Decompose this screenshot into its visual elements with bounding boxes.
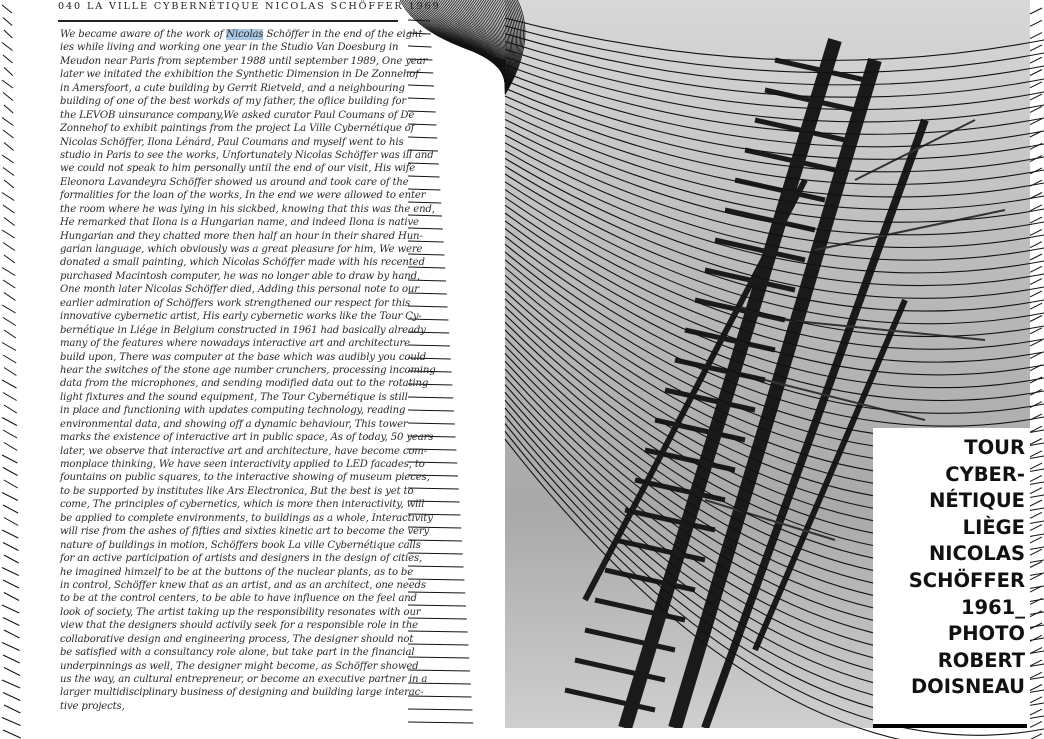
pattern-line <box>408 631 468 632</box>
article-line: be satisfied with a consultancy role alone, but take part in the financial <box>60 647 415 659</box>
pattern-line <box>4 555 19 563</box>
caption-line: LIÈGE <box>962 515 1025 539</box>
pattern-line <box>3 505 18 513</box>
article-line: us the way, an cultural entrepreneur, or become an executive partner in a <box>60 674 428 685</box>
article-line: donated a small painting, which Nicolas Schöffer made with his recented <box>60 257 425 269</box>
pattern-line <box>2 455 17 463</box>
pattern-line <box>3 18 12 26</box>
pattern-line <box>408 657 469 658</box>
caption-line: PHOTO <box>947 622 1025 646</box>
pattern-line <box>3 243 15 251</box>
pattern-line <box>2 268 15 276</box>
pattern-line <box>4 405 17 413</box>
pattern-line <box>3 93 13 101</box>
pattern-line <box>2 118 13 126</box>
pattern-line <box>3 130 14 138</box>
article-line: nature of buildings in motion, Schöffers book La ville Cybernétique calls <box>60 539 421 551</box>
article-line: ies while living and working one year in the Studio Van Doesburg in <box>60 42 399 54</box>
article-line: in control, Schöffer knew that as an artist, and as an architect, one needs <box>60 579 426 591</box>
pattern-line <box>2 193 14 201</box>
article-line: later, we observe that interactive art and architecture, have become com- <box>60 445 427 457</box>
article-line: in place and functioning with updates computing technology, reading <box>60 405 406 417</box>
pattern-line <box>1030 94 1042 100</box>
pattern-line <box>3 655 20 663</box>
pattern-line <box>1030 525 1042 531</box>
pattern-line <box>4 293 15 301</box>
pattern-line <box>505 57 1044 122</box>
pattern-line <box>4 668 20 676</box>
pattern-line <box>505 26 1044 73</box>
pattern-line <box>2 80 13 88</box>
article-line: collaborative design and engineering process, The designer should not <box>60 633 414 645</box>
pattern-line <box>4 443 17 451</box>
pattern-line <box>505 65 1044 135</box>
pattern-line <box>3 205 14 213</box>
pattern-line <box>505 260 1044 452</box>
article-line: look of society, The artist taking up the responsibility resonates with our <box>60 606 421 618</box>
pattern-line <box>1030 57 1042 63</box>
pattern-line <box>2 718 21 726</box>
pattern-line <box>1030 131 1042 137</box>
pattern-line <box>4 330 16 338</box>
pattern-line <box>2 155 14 163</box>
pattern-line <box>2 343 16 351</box>
pattern-line <box>408 397 453 398</box>
text-after-selection: Schöffer in the end of the eight- <box>263 29 426 40</box>
article-line: to be supported by institutes like Ars Electronica, But the best is yet to <box>60 485 414 497</box>
article-line: underpinnings as well, The designer might become, as Schöffer showed <box>60 660 419 672</box>
article-line: he imagined himzelf to be at the buttons of the nuclear plants, as to be <box>60 566 414 578</box>
caption-bar <box>873 724 1027 728</box>
article-line: He remarked that Ilona is a Hungarian name, and indeed Ilona is native <box>60 217 419 229</box>
article-line: purchased Macintosh computer, he was no longer able to draw by hand, <box>60 270 421 282</box>
pattern-line <box>3 318 16 326</box>
article-body <box>60 28 436 713</box>
caption-line: NÉTIQUE <box>929 489 1025 513</box>
article-line: formalities for the loan of the works, In the end we were allowed to enter <box>60 190 426 202</box>
pattern-line <box>4 480 18 488</box>
page-header: 040 LA VILLE CYBERNÉTIQUE NICOLAS SCHÖFFER 1969 <box>58 1 441 12</box>
pattern-line <box>3 168 14 176</box>
pattern-line <box>3 468 18 476</box>
article-line: building of one of the best workds of my father, the ofiice building for <box>60 96 407 108</box>
pattern-line <box>408 566 464 567</box>
pattern-line <box>1030 33 1042 39</box>
pattern-line <box>3 618 19 626</box>
pattern-line <box>408 46 432 47</box>
article-line: later we initated the exhibition the Synthetic Dimension in De Zonnehof <box>60 69 419 81</box>
pattern-line <box>408 306 448 307</box>
pattern-line <box>3 543 18 551</box>
pattern-line <box>2 680 20 688</box>
pattern-line <box>505 205 1044 362</box>
pattern-line <box>1030 229 1042 235</box>
pattern-line <box>408 709 472 710</box>
article-line: view that the designers should activily seek for a responsible role in the <box>60 620 419 632</box>
article-line: the LEVOB uinsurance company,We asked curator Paul Coumans of De <box>60 109 415 121</box>
article-line: data from the microphones, and sending modified data out to the rotating <box>60 378 429 390</box>
pattern-line <box>4 593 19 601</box>
article-line: light fixtures and the sound equipment, The Tour Cybernétique is still <box>60 391 408 403</box>
article-line: fountains on public squares, to the interactive showing of museum pieces, <box>60 472 430 484</box>
pattern-line <box>408 98 435 99</box>
selected-text[interactable]: Nicolas <box>226 29 264 40</box>
pattern-line <box>4 518 18 526</box>
article-line: will rise from the ashes of fifties and sixties kinetic art to become the very <box>60 526 430 538</box>
pattern-line <box>1030 549 1042 555</box>
article-line: bernétique in Liége in Belgium constructed in 1961 had basically already <box>60 324 426 336</box>
caption-line: CYBER- <box>945 462 1025 486</box>
pattern-line <box>4 368 16 376</box>
pattern-line <box>408 423 455 424</box>
article-line: hear the switches of the stone age number crunchers, processing incoming <box>60 364 436 376</box>
pattern-line <box>1030 721 1042 727</box>
article-line: for an active participation of artists and designers in the design of cities, <box>60 553 423 565</box>
pattern-line <box>3 430 17 438</box>
pattern-line <box>408 644 468 645</box>
article-line: come, The principles of cybernetics, which is more then interactivity, will <box>60 499 425 511</box>
pattern-line <box>1030 488 1042 494</box>
pattern-line <box>408 410 454 411</box>
article-line: to be at the control centers, to be able to have influence on the feel and <box>60 593 417 605</box>
pattern-line <box>2 568 19 576</box>
text-before-selection: We became aware of the work of <box>60 29 227 40</box>
pattern-line <box>1030 475 1042 481</box>
pattern-line <box>408 345 450 346</box>
article-line: innovative cybernetic artist, His early cybernetic works like the Tour Cy- <box>60 311 422 323</box>
pattern-line <box>505 18 1044 60</box>
pattern-line <box>4 143 14 151</box>
pattern-line <box>1030 8 1042 14</box>
pattern-line <box>505 96 1044 184</box>
pattern-line <box>2 5 12 13</box>
photo-caption <box>909 435 1025 701</box>
pattern-line <box>408 605 466 606</box>
pattern-line <box>1030 279 1042 285</box>
pattern-line <box>1030 291 1042 297</box>
article-line: environmental data, and showing off a dynamic behaviour, This tower <box>60 418 408 430</box>
pattern-line <box>408 202 441 203</box>
article-line: build upon, There was computer at the base which was audibly you could <box>60 351 426 363</box>
pattern-line <box>3 730 21 738</box>
pattern-line <box>4 68 13 76</box>
pattern-line <box>4 255 15 263</box>
pattern-line <box>505 73 1044 147</box>
article-line: Meudon near Paris from september 1988 until september 1989, One year <box>60 55 428 67</box>
pattern-line <box>1030 685 1042 691</box>
pattern-line <box>408 85 434 86</box>
pattern-line <box>2 43 12 51</box>
pattern-line <box>408 215 442 216</box>
article-line: larger multidisciplinary business of designing and building large interac- <box>60 687 424 699</box>
pattern-line <box>3 280 15 288</box>
pattern-line <box>3 55 13 63</box>
pattern-line <box>1030 266 1042 272</box>
pattern-line <box>2 605 19 613</box>
article-line: monplace thinking, We have seen interactivity applied to LED facades, to <box>60 459 425 470</box>
article-line: be applied to complete environments, to buildings as a whole, Interactivity <box>60 512 433 524</box>
pattern-line <box>1030 537 1042 543</box>
pattern-line <box>4 105 13 113</box>
pattern-line <box>3 693 20 701</box>
pattern-line <box>505 252 1044 439</box>
pattern-line <box>1030 242 1042 248</box>
article-line: tive projects, <box>60 700 125 712</box>
article-line: we could not speak to him personally until the end of our visit, His wife <box>60 163 416 175</box>
pattern-line <box>408 228 443 229</box>
pattern-line <box>1030 156 1042 162</box>
caption-line: 1961_ <box>960 595 1025 619</box>
pattern-line <box>408 618 467 619</box>
pattern-line <box>4 630 20 638</box>
pattern-line <box>1030 451 1042 457</box>
pattern-line <box>1030 316 1042 322</box>
pattern-line <box>1030 512 1042 518</box>
article-line <box>60 28 426 41</box>
pattern-line <box>3 355 16 363</box>
pattern-line <box>3 580 19 588</box>
pattern-line <box>408 722 473 723</box>
article-line: Hungarian and they chatted more then half an hour in their shared Hun- <box>60 230 423 242</box>
pattern-line <box>2 380 17 388</box>
article-line: the room where he was lying in his sickbed, knowing that this was the end, <box>60 203 435 215</box>
pattern-line <box>1030 70 1042 76</box>
pattern-line <box>1030 500 1042 506</box>
header-rule <box>58 20 398 22</box>
pattern-line <box>408 176 440 177</box>
caption-line: ROBERT <box>937 648 1025 672</box>
pattern-line <box>2 418 17 426</box>
pattern-line <box>408 488 459 489</box>
pattern-line <box>2 530 18 538</box>
pattern-line <box>1030 20 1042 26</box>
pattern-line <box>1030 254 1042 260</box>
pattern-line <box>1030 303 1042 309</box>
article-line: Zonnehof to exhibit paintings from the project La Ville Cybernétique of <box>60 123 415 135</box>
caption-line: NICOLAS <box>928 542 1025 566</box>
caption-line: TOUR <box>964 436 1025 459</box>
pattern-line <box>1030 709 1042 715</box>
pattern-line <box>1030 697 1042 703</box>
pattern-line <box>4 218 15 226</box>
pattern-line <box>2 643 20 651</box>
pattern-line <box>505 41 1044 97</box>
pattern-line <box>2 305 16 313</box>
pattern-line <box>4 705 20 713</box>
pattern-line <box>1030 45 1042 51</box>
pattern-line <box>2 230 15 238</box>
article-line: garian language, which obviously was a great pleasure for him, We were <box>60 244 423 255</box>
article-line: in Amersfoort, a cute building by Gerrit Rietveld, and a neighbouring <box>60 82 405 94</box>
pattern-line <box>4 30 12 38</box>
pattern-line <box>2 493 18 501</box>
pattern-line <box>505 112 1044 210</box>
article-line: earlier admiration of Schöffers work strengthened our respect for this <box>60 297 411 309</box>
caption-line: DOISNEAU <box>910 675 1025 699</box>
article-line: studio in Paris to see the works, Unfortunately Nicolas Schöffer was ill and <box>60 149 434 161</box>
article-line: Nicolas Schöffer, Ilona Lénárd, Paul Coumans and myself went to his <box>60 136 404 148</box>
pattern-line <box>505 143 1044 260</box>
pattern-line <box>505 49 1044 109</box>
caption-line: SCHÖFFER <box>908 568 1025 592</box>
article-line: marks the existence of interactive art in public space, As of today, 50 years <box>60 432 434 444</box>
article-line: One month later Nicolas Schöffer died, Adding this personal note to our <box>60 284 419 296</box>
pattern-line <box>4 180 14 188</box>
pattern-line <box>1030 82 1042 88</box>
article-line: many of the features where nowadays interactive art and architecture <box>60 338 410 350</box>
pattern-line <box>1030 389 1042 395</box>
article-line: Eleonora Lavandeyra Schöffer showed us around and took care of the <box>60 176 409 188</box>
pattern-line <box>408 137 437 138</box>
pattern-line <box>3 393 17 401</box>
pattern-line <box>1030 734 1042 739</box>
pattern-line <box>1030 463 1042 469</box>
